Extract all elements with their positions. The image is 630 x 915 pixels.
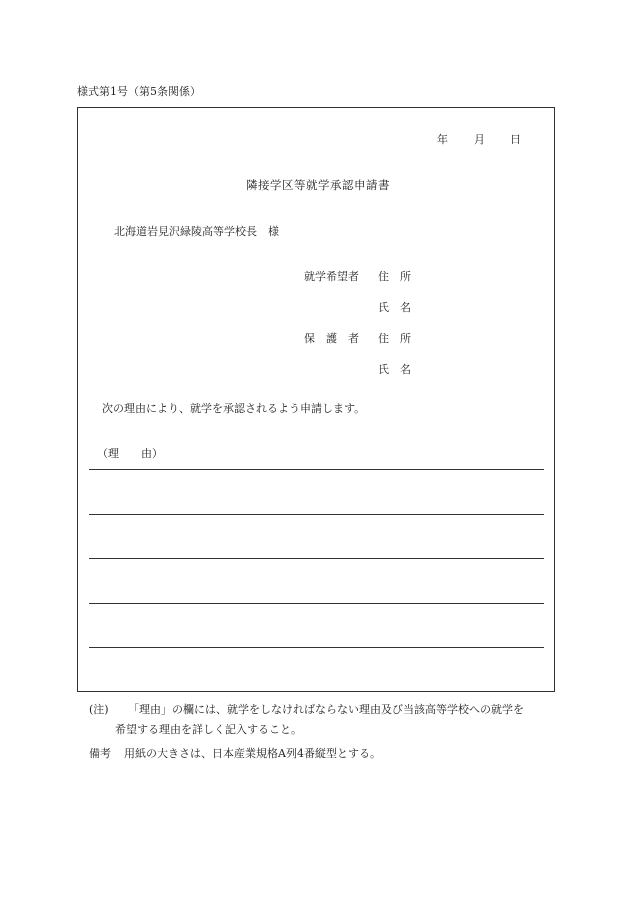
remarks-label: 備考 [89,747,111,760]
reason-line [89,469,544,470]
form-number: 様式第1号（第5条関係） [77,85,201,98]
guardian-label: 保 護 者 [304,332,359,345]
remarks-text: 用紙の大きさは、日本産業規格A列4番縦型とする。 [124,747,381,760]
date-month-label: 月 [474,133,485,146]
form-frame [77,107,555,692]
date-year-label: 年 [437,133,448,146]
reason-line [89,514,544,515]
guardian-address-label: 住 所 [378,332,411,345]
applicant-name-label: 氏 名 [378,301,411,314]
note-line-1: 「理由」の欄には、就学をしなければならない理由及び当該高等学校への就学を [128,703,524,716]
request-statement: 次の理由により、就学を承認されるよう申請します。 [102,402,366,415]
note-line-2: 希望する理由を詳しく記入すること。 [115,723,302,736]
reason-line [89,558,544,559]
reason-line [89,647,544,648]
reason-line [89,603,544,604]
note-label: (注) [89,703,109,716]
addressee: 北海道岩見沢緑陵高等学校長 様 [114,225,279,238]
document-title: 隣接学区等就学承認申請書 [246,178,390,192]
applicant-label: 就学希望者 [304,270,359,283]
reason-label: （理 由） [97,447,163,460]
applicant-address-label: 住 所 [378,270,411,283]
date-day-label: 日 [510,133,521,146]
guardian-name-label: 氏 名 [378,363,411,376]
